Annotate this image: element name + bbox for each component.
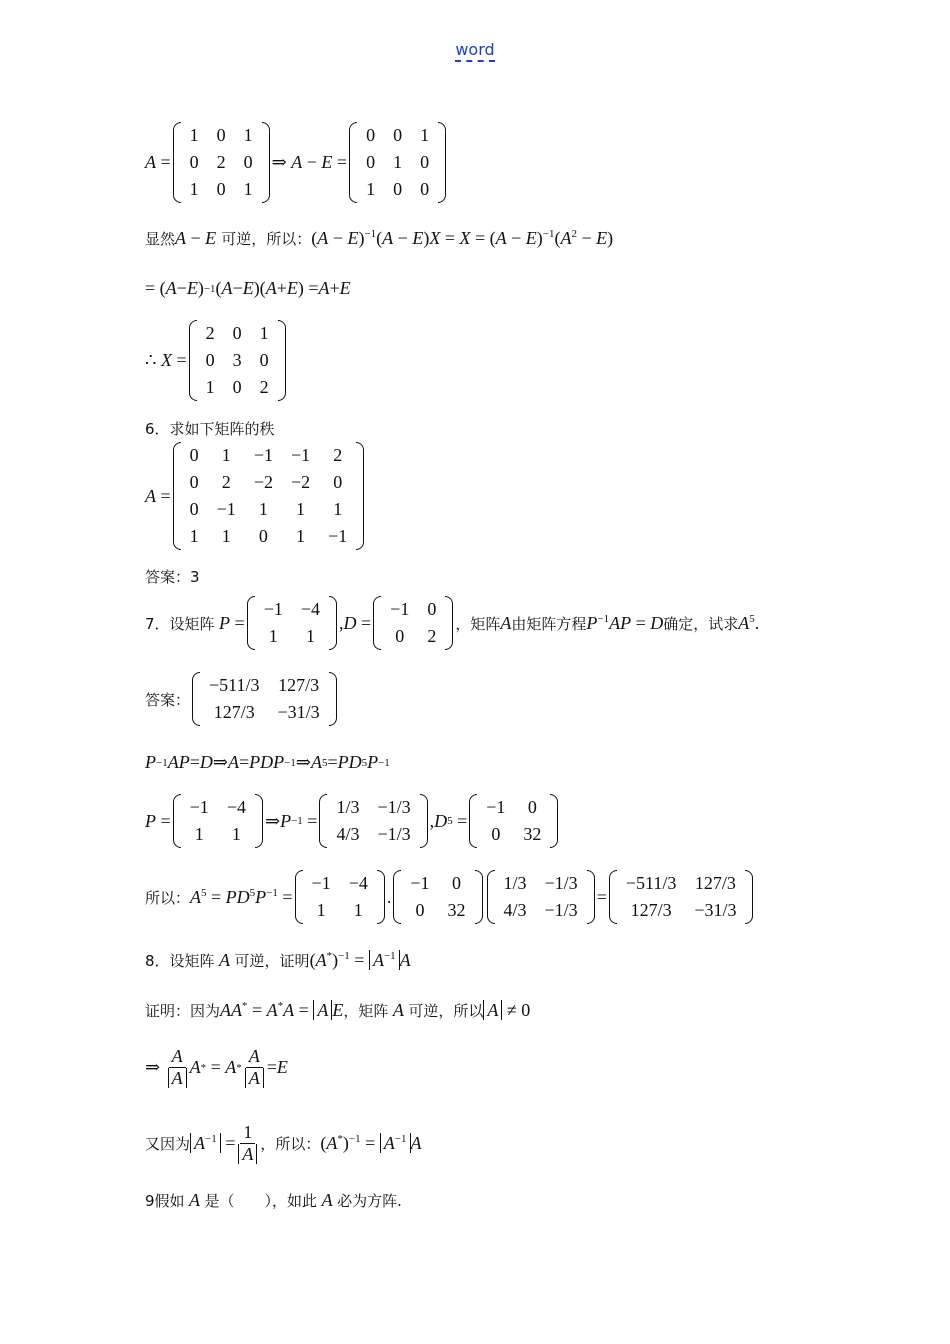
matrix-row xyxy=(181,149,262,176)
matrix-row xyxy=(381,623,445,650)
right-bracket xyxy=(550,794,558,848)
matrix-cell: 1 xyxy=(194,824,204,844)
matrix-row xyxy=(617,870,746,897)
matrix-cell: 2 xyxy=(216,152,226,172)
matrix-row xyxy=(357,122,438,149)
matrix-grid xyxy=(617,870,746,924)
matrix-cell: −1/3 xyxy=(544,873,578,893)
matrix-cell: 0 xyxy=(420,179,430,199)
right-bracket xyxy=(255,794,263,848)
right-bracket xyxy=(377,870,385,924)
matrix-cell: −1 xyxy=(263,599,283,619)
q7-answer-matrix xyxy=(192,672,337,726)
matrix-cell: 0 xyxy=(366,125,376,145)
matrix-cell: −1 xyxy=(216,499,236,519)
matrix-grid xyxy=(181,794,255,848)
matrix-cell: 32 xyxy=(523,824,542,844)
q6-answer: 答案： 3 xyxy=(145,567,200,586)
matrix-cell: 1/3 xyxy=(336,797,360,817)
matrix-cell: −1/3 xyxy=(544,900,578,920)
matrix-grid xyxy=(381,596,445,650)
matrix-row xyxy=(327,794,419,821)
line-obviously: 显然 A − E 可逆，所以： $(A - E)^{-1}(A - E)X = X = (A - E)^{-1}(A^2 - E)$ xyxy=(145,228,614,248)
matrix-row xyxy=(181,469,357,496)
matrix-cell: 0 xyxy=(452,873,462,893)
q7-product: 所以： $A^5 = PD^5P^{-1}$ = −1 −4 1 1 . −1 0 0 32 1/3 −1/3 4/3 −1/3 = −511/3 127/3 127/3 −31/3 xyxy=(145,870,755,924)
right-bracket xyxy=(587,870,595,924)
line-continuation: = ( A − E ) −1 ( A − E )( A + E ) = A + E xyxy=(145,278,351,298)
matrix-cell: 0 xyxy=(216,125,226,145)
right-bracket xyxy=(745,870,753,924)
matrix-row xyxy=(197,347,278,374)
matrix-row xyxy=(381,596,445,623)
matrix-row xyxy=(495,870,587,897)
matrix-cell: −31/3 xyxy=(694,900,737,920)
q7-product-d5 xyxy=(393,870,482,924)
q7-product-pinv xyxy=(487,870,595,924)
matrix-cell: 1 xyxy=(296,499,306,519)
matrix-grid xyxy=(181,442,357,550)
left-bracket xyxy=(192,672,200,726)
matrix-grid xyxy=(181,122,262,203)
matrix-row xyxy=(617,897,746,924)
matrix-cell: 0 xyxy=(205,350,215,370)
matrix-cell: 1 xyxy=(366,179,376,199)
q7-matrix-d5 xyxy=(469,794,558,848)
matrix-cell: 0 xyxy=(189,472,199,492)
q8-proof: 证明：因为 AA* = A*A = A E ，矩阵 A 可逆，所以 A ≠ 0 xyxy=(145,1000,531,1020)
matrix-cell: 1 xyxy=(231,824,241,844)
matrix-cell: 3 xyxy=(232,350,242,370)
left-bracket xyxy=(373,596,381,650)
q8-conclusion: 又因为 $A^{-1}$ = $\frac{1}{A}$ ，所以： $(A^*)^{-1} = A^{-1}$ A xyxy=(145,1122,422,1164)
matrix-cell: 0 xyxy=(243,152,253,172)
matrix-cell: 1 xyxy=(296,526,306,546)
right-bracket xyxy=(445,596,453,650)
matrix-cell: 0 xyxy=(393,179,403,199)
header-link[interactable]: word xyxy=(455,40,494,62)
matrix-cell: 2 xyxy=(205,323,215,343)
right-bracket xyxy=(356,442,364,550)
matrix-cell: 1/3 xyxy=(503,873,527,893)
matrix-cell: −31/3 xyxy=(277,702,320,722)
left-bracket xyxy=(349,122,357,203)
matrix-cell: 1 xyxy=(221,526,231,546)
matrix-cell: 0 xyxy=(366,152,376,172)
matrix-cell: 1 xyxy=(243,179,253,199)
matrix-cell: 127/3 xyxy=(213,702,255,722)
matrix-cell: 0 xyxy=(427,599,437,619)
matrix-row xyxy=(495,897,587,924)
matrix-cell: −1/3 xyxy=(377,797,411,817)
x-result: ∴ X = 2 0 1 0 3 0 1 0 2 xyxy=(145,320,288,401)
matrix-row xyxy=(303,870,377,897)
left-bracket xyxy=(247,596,255,650)
matrix-cell: 1 xyxy=(243,125,253,145)
right-bracket xyxy=(420,794,428,848)
matrix-cell: 0 xyxy=(259,350,269,370)
matrix-grid xyxy=(495,870,587,924)
q6-title: 6．求如下矩阵的秩 xyxy=(145,420,275,438)
right-bracket xyxy=(329,672,337,726)
q6-matrix-row: A = 0 1 −1 −1 2 0 2 −2 −2 0 0 −1 1 1 1 1 1 0 1 −1 xyxy=(145,442,366,550)
left-bracket xyxy=(295,870,303,924)
matrix-grid xyxy=(401,870,474,924)
matrix-cell: −2 xyxy=(290,472,311,492)
matrix-cell: 1 xyxy=(189,179,199,199)
q7-matrix-p2 xyxy=(173,794,263,848)
matrix-row xyxy=(181,122,262,149)
matrix-grid xyxy=(197,320,278,401)
right-bracket xyxy=(278,320,286,401)
matrix-cell: 2 xyxy=(259,377,269,397)
matrix-cell: 2 xyxy=(427,626,437,646)
matrix-cell: 0 xyxy=(415,900,425,920)
matrix-row xyxy=(181,442,357,469)
matrix-cell: −1 xyxy=(189,797,209,817)
matrix-cell: 1 xyxy=(420,125,430,145)
matrix-cell: −1 xyxy=(311,873,331,893)
matrix-cell: 1 xyxy=(268,626,278,646)
q7-matrices: P = −1 −4 1 1 ⇒ P −1 = 1/3 −1/3 4/3 −1/3 , D 5 = −1 0 0 32 xyxy=(145,794,560,848)
matrix-a xyxy=(173,122,270,203)
matrix-cell: 1 xyxy=(305,626,315,646)
q7-matrix-p xyxy=(247,596,337,650)
q7-matrix-pinv xyxy=(319,794,427,848)
matrix-row xyxy=(200,699,329,726)
matrix-cell: 0 xyxy=(216,179,226,199)
matrix-a-minus-e xyxy=(349,122,446,203)
matrix-row xyxy=(357,149,438,176)
q8-implication: ⇒ $\frac{A}{A}$ A * = A * $\frac{A}{A}$ = E xyxy=(145,1046,288,1088)
matrix-cell: 0 xyxy=(258,526,268,546)
left-bracket xyxy=(189,320,197,401)
matrix-grid xyxy=(357,122,438,203)
left-bracket xyxy=(173,122,181,203)
matrix-cell: 0 xyxy=(333,472,343,492)
matrix-cell: 4/3 xyxy=(503,900,527,920)
q7-product-p xyxy=(295,870,385,924)
matrix-cell: 0 xyxy=(527,797,537,817)
matrix-cell: 0 xyxy=(189,152,199,172)
right-bracket xyxy=(329,596,337,650)
matrix-row xyxy=(357,176,438,203)
matrix-cell: 1 xyxy=(205,377,215,397)
matrix-cell: 0 xyxy=(395,626,405,646)
matrix-row xyxy=(401,897,474,924)
matrix-cell: −511/3 xyxy=(209,675,260,695)
matrix-cell: 1 xyxy=(353,900,363,920)
matrix-row xyxy=(181,794,255,821)
matrix-x xyxy=(189,320,286,401)
matrix-cell: 32 xyxy=(447,900,466,920)
matrix-row xyxy=(181,496,357,523)
matrix-row xyxy=(197,374,278,401)
left-bracket xyxy=(469,794,477,848)
right-bracket xyxy=(262,122,270,203)
left-bracket xyxy=(319,794,327,848)
matrix-grid xyxy=(303,870,377,924)
matrix-cell: −4 xyxy=(348,873,368,893)
matrix-cell: 127/3 xyxy=(694,873,736,893)
matrix-grid xyxy=(255,596,329,650)
matrix-row xyxy=(255,623,329,650)
matrix-cell: −1 xyxy=(328,526,348,546)
matrix-cell: −1 xyxy=(290,445,311,465)
q7-answer: 答案： −511/3 127/3 127/3 −31/3 xyxy=(145,672,339,726)
matrix-cell: −2 xyxy=(253,472,273,492)
matrix-cell: 1 xyxy=(393,152,403,172)
matrix-cell: 1 xyxy=(259,323,269,343)
left-bracket xyxy=(173,794,181,848)
left-bracket xyxy=(487,870,495,924)
matrix-cell: 0 xyxy=(189,499,199,519)
matrix-cell: 1 xyxy=(221,445,231,465)
matrix-row xyxy=(477,821,550,848)
matrix-cell: 2 xyxy=(333,445,343,465)
matrix-cell: −1 xyxy=(486,797,506,817)
matrix-cell: 1 xyxy=(258,499,268,519)
left-bracket xyxy=(393,870,401,924)
left-bracket xyxy=(609,870,617,924)
matrix-cell: −1 xyxy=(253,445,273,465)
matrix-cell: 1 xyxy=(316,900,326,920)
matrix-cell: 1 xyxy=(333,499,343,519)
matrix-cell: −4 xyxy=(226,797,246,817)
matrix-cell: 0 xyxy=(189,445,199,465)
matrix-row xyxy=(477,794,550,821)
matrix-row xyxy=(181,821,255,848)
q6-matrix xyxy=(173,442,365,550)
matrix-cell: −511/3 xyxy=(625,873,677,893)
matrix-row xyxy=(200,672,329,699)
right-bracket xyxy=(438,122,446,203)
q8-statement: 8．设矩阵 A 可逆，证明 $(A^*)^{-1} = A^{-1}$ A xyxy=(145,950,411,970)
q7-derivation: P −1 AP = D ⇒ A = PDP −1 ⇒ A 5 = PD 5 P −1 xyxy=(145,752,390,772)
q7-matrix-d xyxy=(373,596,453,650)
matrix-cell: 1 xyxy=(189,125,199,145)
matrix-cell: 0 xyxy=(393,125,403,145)
matrix-row xyxy=(181,523,357,550)
equation-a-minus-e: A = 1 0 1 0 2 0 1 0 1 ⇒ A − E = 0 0 1 0 1 0 1 0 0 xyxy=(145,122,448,203)
matrix-cell: −1/3 xyxy=(377,824,411,844)
matrix-grid xyxy=(327,794,419,848)
matrix-cell: 4/3 xyxy=(336,824,360,844)
matrix-cell: 0 xyxy=(420,152,430,172)
matrix-cell: 1 xyxy=(189,526,199,546)
matrix-cell: 2 xyxy=(221,472,231,492)
matrix-cell: 0 xyxy=(491,824,501,844)
matrix-cell: −4 xyxy=(300,599,321,619)
matrix-cell: 127/3 xyxy=(630,900,672,920)
matrix-row xyxy=(401,870,474,897)
q7-product-result xyxy=(609,870,754,924)
matrix-cell: 127/3 xyxy=(278,675,320,695)
page-header xyxy=(0,40,950,59)
matrix-row xyxy=(197,320,278,347)
matrix-cell: −1 xyxy=(410,873,430,893)
matrix-grid xyxy=(477,794,550,848)
right-bracket xyxy=(475,870,483,924)
matrix-row xyxy=(327,821,419,848)
q7-statement: 7．设矩阵 P = −1 −4 1 1 ,D = −1 0 0 2 ，矩阵 A 由矩阵方程 $P^{-1}AP = D$ 确定，试求 $A^5$. xyxy=(145,596,759,650)
matrix-grid xyxy=(200,672,329,726)
matrix-row xyxy=(303,897,377,924)
left-bracket xyxy=(173,442,181,550)
matrix-cell: 0 xyxy=(232,323,242,343)
matrix-cell: −1 xyxy=(390,599,410,619)
matrix-row xyxy=(181,176,262,203)
matrix-row xyxy=(255,596,329,623)
matrix-cell: 0 xyxy=(232,377,242,397)
q9-statement: 9假如 A 是（ ），如此 A 必为方阵. xyxy=(145,1190,402,1210)
